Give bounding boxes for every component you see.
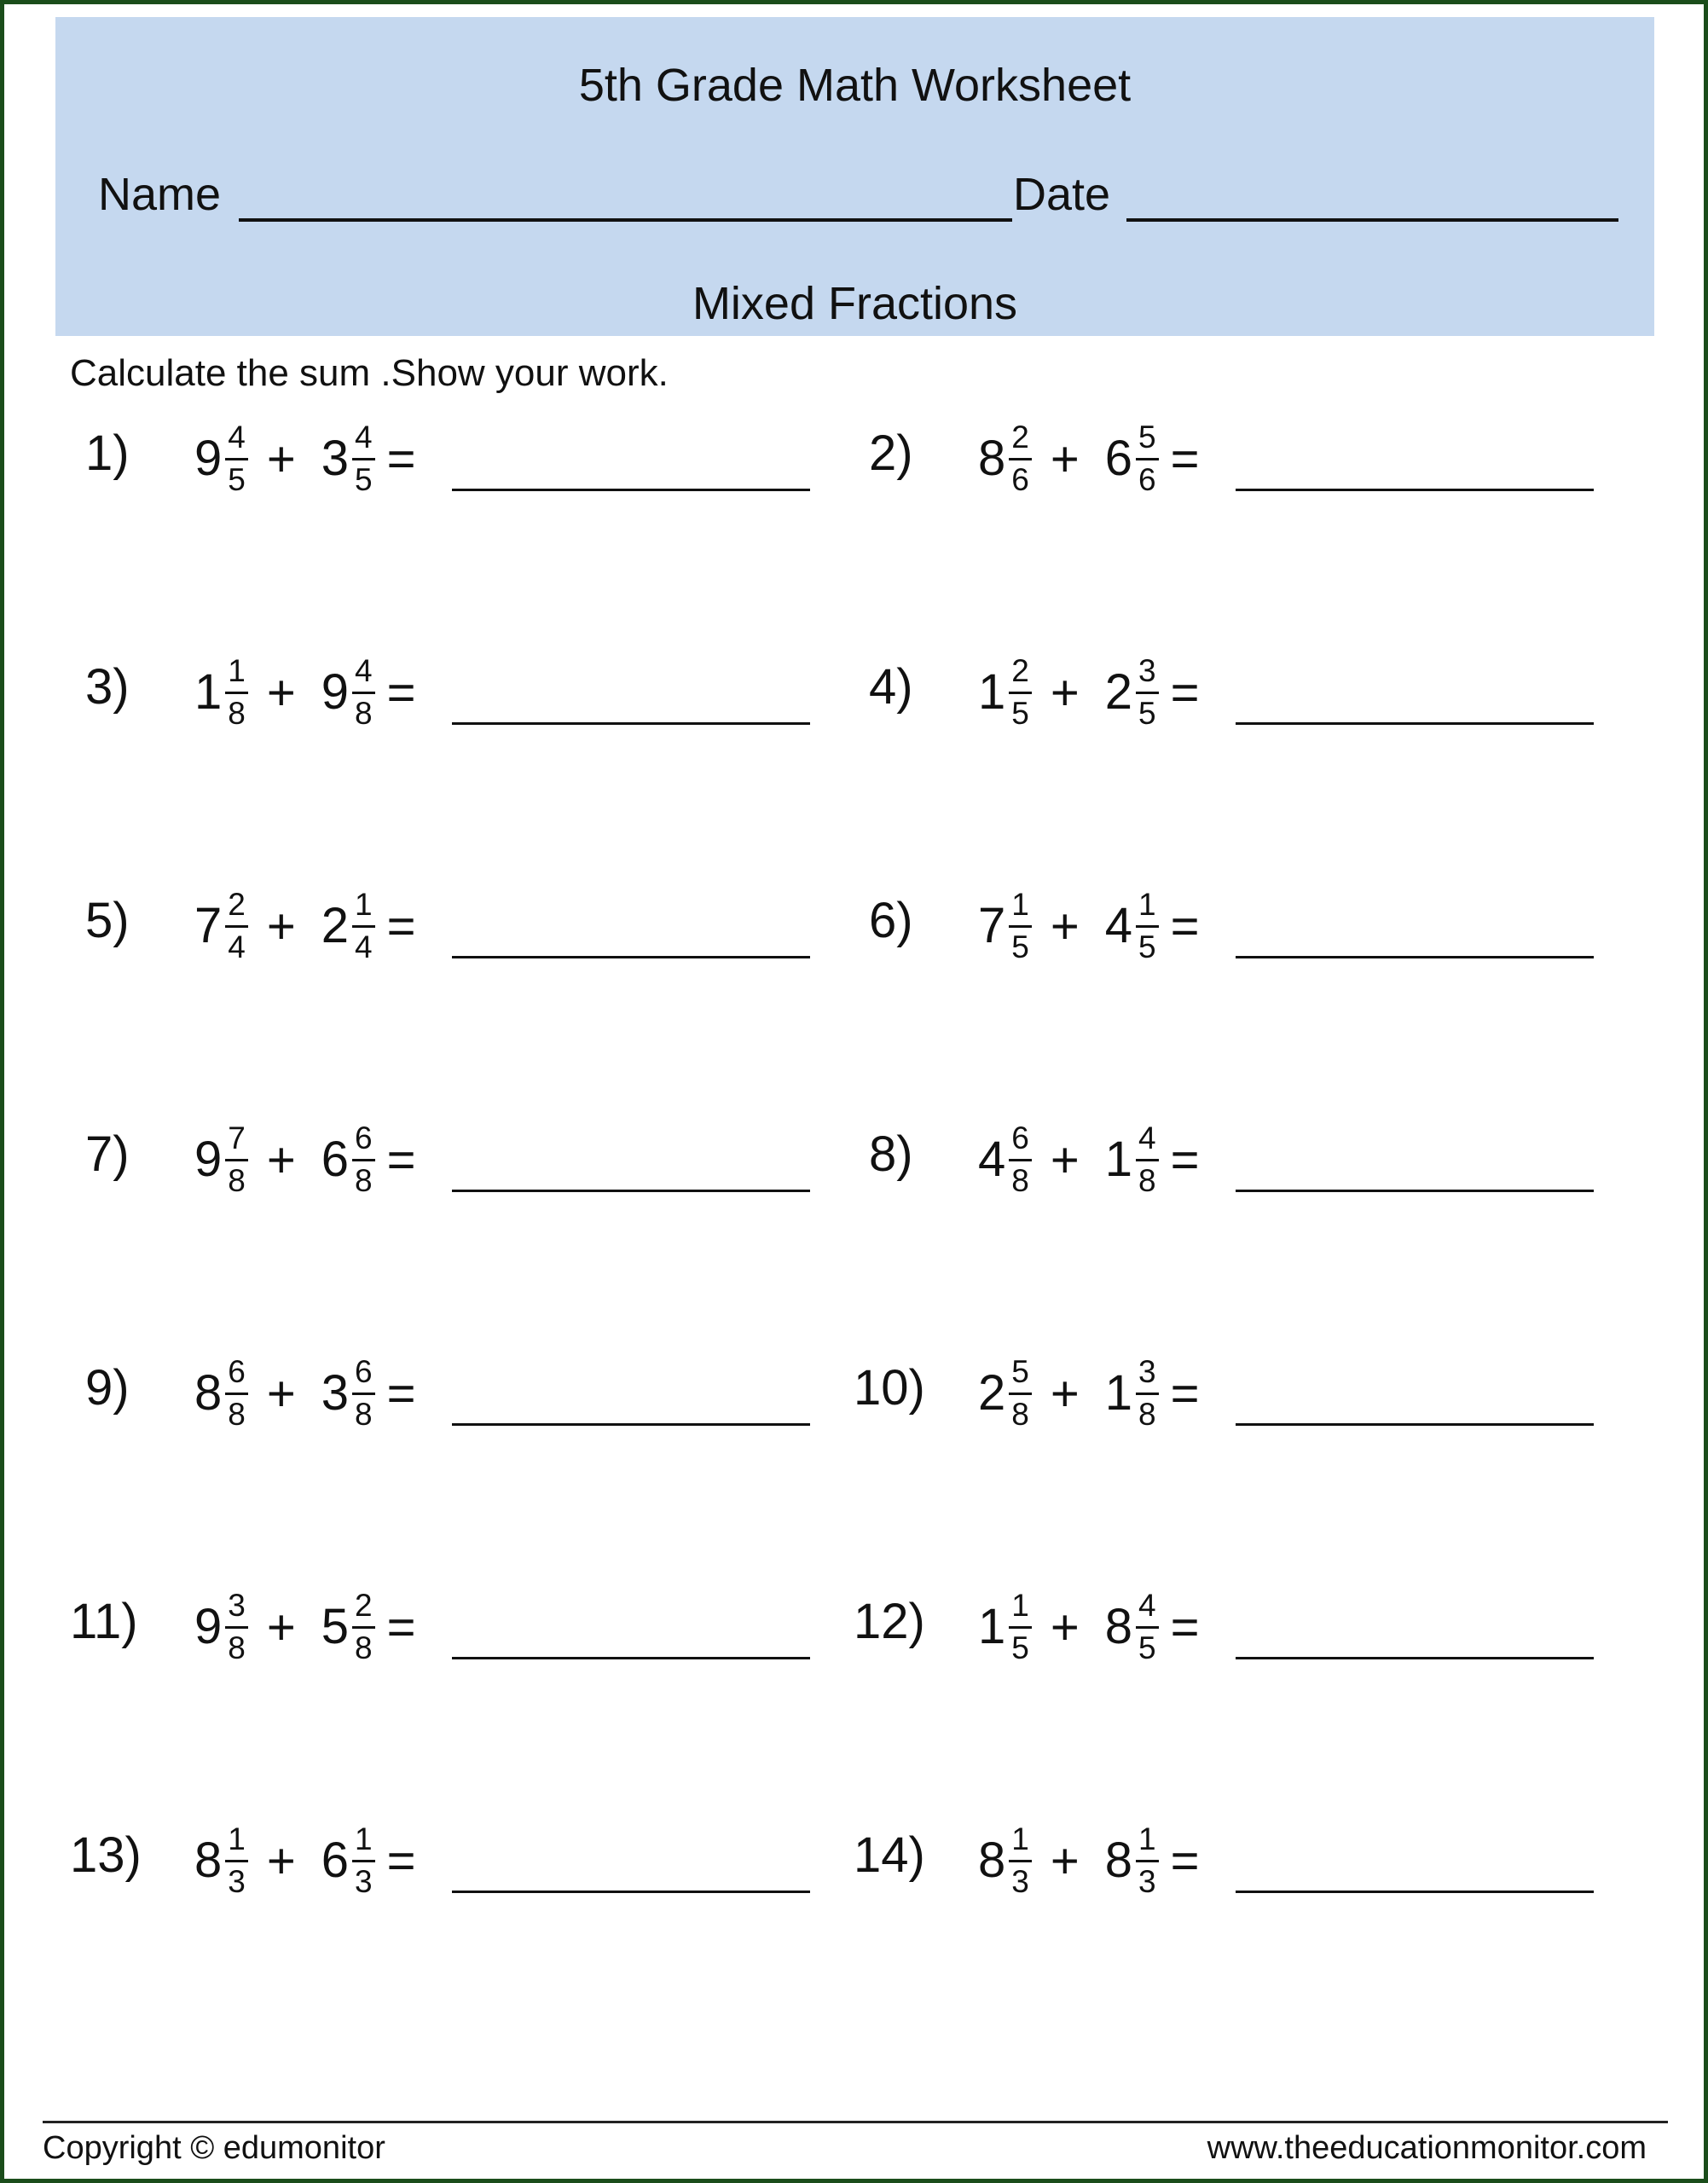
fraction-b (1136, 653, 1159, 732)
copyright-text: Copyright © edumonitor (43, 2130, 385, 2166)
denominator: 5 (354, 462, 373, 497)
fraction-b (352, 653, 375, 732)
equals-sign: = (1170, 1365, 1200, 1422)
numerator: 5 (1009, 1354, 1032, 1395)
numerator: 4 (225, 420, 248, 460)
denominator: 8 (228, 1397, 246, 1432)
fraction-a (225, 887, 248, 965)
numerator: 1 (352, 1821, 375, 1862)
fraction-a (1009, 653, 1032, 732)
plus-sign: + (1050, 664, 1080, 721)
fraction-b (352, 1354, 375, 1433)
fraction-a (1009, 1588, 1032, 1666)
equals-sign: = (1170, 898, 1200, 954)
numerator: 4 (352, 420, 375, 460)
whole-number: 7 (978, 898, 1006, 953)
equals-sign: = (386, 1132, 416, 1188)
denominator: 3 (354, 1864, 373, 1899)
fraction-a (1009, 887, 1032, 965)
whole-number: 1 (978, 1599, 1006, 1654)
fraction-a (225, 1588, 248, 1666)
numerator: 2 (225, 887, 248, 928)
denominator: 8 (1138, 1163, 1156, 1198)
answer-blank[interactable] (1236, 1190, 1594, 1192)
equals-sign: = (1170, 664, 1200, 721)
plus-sign: + (266, 1132, 296, 1188)
numerator: 6 (352, 1120, 375, 1161)
answer-blank[interactable] (1236, 1423, 1594, 1426)
denominator: 4 (228, 929, 246, 964)
plus-sign: + (266, 1599, 296, 1655)
numerator: 6 (1009, 1120, 1032, 1161)
problem-expression (194, 866, 415, 986)
problem-9 (85, 1334, 887, 1453)
problem-number: 4) (869, 659, 913, 715)
whole-number: 6 (321, 1833, 349, 1888)
whole-number: 7 (194, 898, 223, 953)
numerator: 6 (352, 1354, 375, 1395)
fraction-b (1136, 1354, 1159, 1433)
answer-blank[interactable] (452, 1423, 810, 1426)
denominator: 8 (354, 696, 373, 731)
denominator: 5 (1011, 1630, 1029, 1665)
answer-blank[interactable] (1236, 489, 1594, 491)
fraction-a (1009, 1354, 1032, 1433)
denominator: 5 (1138, 929, 1156, 964)
fraction-b (352, 1120, 375, 1199)
fraction-b (352, 887, 375, 965)
whole-number: 1 (1104, 1365, 1132, 1421)
plus-sign: + (1050, 1365, 1080, 1422)
equals-sign: = (386, 664, 416, 721)
problem-number: 9) (85, 1360, 130, 1416)
equals-sign: = (386, 1599, 416, 1655)
denominator: 3 (228, 1864, 246, 1899)
problem-expression (978, 1334, 1199, 1453)
equals-sign: = (1170, 431, 1200, 487)
problem-number: 7) (85, 1126, 130, 1182)
problem-1 (85, 399, 887, 518)
numerator: 3 (225, 1588, 248, 1629)
problem-number: 8) (869, 1126, 913, 1182)
whole-number: 8 (194, 1365, 223, 1421)
problem-expression (978, 1567, 1199, 1687)
denominator: 8 (354, 1630, 373, 1665)
numerator: 4 (352, 653, 375, 694)
whole-number: 6 (1104, 431, 1132, 486)
denominator: 6 (1138, 462, 1156, 497)
plus-sign: + (1050, 1132, 1080, 1188)
worksheet-subtitle: Mixed Fractions (692, 278, 1018, 329)
problem-11 (70, 1567, 871, 1687)
denominator: 8 (1011, 1397, 1029, 1432)
numerator: 1 (1009, 1588, 1032, 1629)
whole-number: 5 (321, 1599, 349, 1654)
numerator: 3 (1136, 1354, 1159, 1395)
plus-sign: + (266, 1833, 296, 1889)
numerator: 2 (1009, 653, 1032, 694)
denominator: 5 (1138, 696, 1156, 731)
denominator: 8 (354, 1397, 373, 1432)
plus-sign: + (1050, 1833, 1080, 1889)
problem-2 (869, 399, 1670, 518)
problem-expression (194, 1801, 415, 1920)
numerator: 5 (1136, 420, 1159, 460)
date-field[interactable] (1126, 218, 1618, 222)
whole-number: 1 (194, 664, 223, 720)
problem-13 (70, 1801, 871, 1920)
problem-expression (978, 1100, 1199, 1219)
fraction-b (1136, 887, 1159, 965)
answer-blank[interactable] (452, 1891, 810, 1893)
whole-number: 4 (978, 1132, 1006, 1187)
fraction-a (225, 653, 248, 732)
whole-number: 9 (194, 431, 223, 486)
answer-blank[interactable] (452, 956, 810, 958)
problem-expression (978, 399, 1199, 518)
plus-sign: + (1050, 1599, 1080, 1655)
problem-8 (869, 1100, 1670, 1219)
denominator: 5 (228, 462, 246, 497)
problem-number: 3) (85, 659, 130, 715)
denominator: 8 (228, 696, 246, 731)
whole-number: 9 (321, 664, 349, 720)
plus-sign: + (266, 898, 296, 954)
fraction-b (1136, 1120, 1159, 1199)
numerator: 1 (1009, 887, 1032, 928)
equals-sign: = (1170, 1833, 1200, 1889)
denominator: 8 (1011, 1163, 1029, 1198)
problem-number: 6) (869, 893, 913, 948)
numerator: 1 (1136, 1821, 1159, 1862)
problem-expression (194, 1100, 415, 1219)
numerator: 1 (1136, 887, 1159, 928)
fraction-a (225, 1120, 248, 1199)
whole-number: 9 (194, 1599, 223, 1654)
problem-number: 11) (70, 1594, 138, 1649)
numerator: 4 (1136, 1120, 1159, 1161)
fraction-b (352, 1588, 375, 1666)
footer-divider (43, 2121, 1668, 2123)
problem-10 (854, 1334, 1655, 1453)
fraction-a (1009, 1120, 1032, 1199)
problem-number: 12) (854, 1594, 925, 1649)
fraction-b (1136, 1588, 1159, 1666)
problem-number: 5) (85, 893, 130, 948)
worksheet-title: 5th Grade Math Worksheet (578, 60, 1132, 111)
fraction-b (1136, 1821, 1159, 1900)
denominator: 3 (1138, 1864, 1156, 1899)
whole-number: 8 (978, 431, 1006, 486)
answer-blank[interactable] (1236, 956, 1594, 958)
problem-number: 1) (85, 426, 130, 481)
fraction-a (225, 1354, 248, 1433)
problem-6 (869, 866, 1670, 986)
whole-number: 9 (194, 1132, 223, 1187)
fraction-b (1136, 420, 1159, 498)
problem-5 (85, 866, 887, 986)
fraction-a (1009, 420, 1032, 498)
denominator: 6 (1011, 462, 1029, 497)
numerator: 6 (225, 1354, 248, 1395)
whole-number: 3 (321, 431, 349, 486)
fraction-a (225, 1821, 248, 1900)
whole-number: 1 (1104, 1132, 1132, 1187)
answer-blank[interactable] (1236, 1891, 1594, 1893)
whole-number: 2 (978, 1365, 1006, 1421)
name-label: Name (98, 169, 222, 220)
whole-number: 1 (978, 664, 1006, 720)
website-url: www.theeducationmonitor.com (1207, 2130, 1647, 2166)
plus-sign: + (1050, 898, 1080, 954)
instructions: Calculate the sum .Show your work. (70, 352, 669, 394)
problem-expression (194, 1567, 415, 1687)
plus-sign: + (266, 664, 296, 721)
denominator: 8 (1138, 1397, 1156, 1432)
denominator: 5 (1011, 696, 1029, 731)
denominator: 8 (228, 1163, 246, 1198)
problem-14 (854, 1801, 1655, 1920)
answer-blank[interactable] (452, 1190, 810, 1192)
problem-4 (869, 633, 1670, 752)
answer-blank[interactable] (452, 722, 810, 725)
numerator: 1 (225, 1821, 248, 1862)
numerator: 7 (225, 1120, 248, 1161)
problem-expression (194, 1334, 415, 1453)
numerator: 3 (1136, 653, 1159, 694)
whole-number: 4 (1104, 898, 1132, 953)
denominator: 3 (1011, 1864, 1029, 1899)
whole-number: 2 (321, 898, 349, 953)
worksheet-header (55, 17, 1654, 336)
fraction-a (225, 420, 248, 498)
denominator: 8 (228, 1630, 246, 1665)
numerator: 1 (1009, 1821, 1032, 1862)
equals-sign: = (1170, 1132, 1200, 1188)
equals-sign: = (1170, 1599, 1200, 1655)
whole-number: 8 (194, 1833, 223, 1888)
fraction-b (352, 1821, 375, 1900)
problem-number: 13) (70, 1827, 142, 1883)
denominator: 5 (1138, 1630, 1156, 1665)
answer-blank[interactable] (1236, 1657, 1594, 1659)
whole-number: 8 (978, 1833, 1006, 1888)
problem-expression (978, 633, 1199, 752)
denominator: 5 (1011, 929, 1029, 964)
answer-blank[interactable] (452, 1657, 810, 1659)
whole-number: 8 (1104, 1599, 1132, 1654)
problem-expression (978, 1801, 1199, 1920)
whole-number: 2 (1104, 664, 1132, 720)
problem-number: 14) (854, 1827, 925, 1883)
denominator: 8 (354, 1163, 373, 1198)
whole-number: 8 (1104, 1833, 1132, 1888)
problem-expression (194, 633, 415, 752)
name-field[interactable] (239, 218, 1012, 222)
plus-sign: + (266, 431, 296, 487)
equals-sign: = (386, 898, 416, 954)
numerator: 4 (1136, 1588, 1159, 1629)
fraction-a (1009, 1821, 1032, 1900)
equals-sign: = (386, 1833, 416, 1889)
denominator: 4 (354, 929, 373, 964)
fraction-b (352, 420, 375, 498)
date-label: Date (1013, 169, 1111, 220)
plus-sign: + (1050, 431, 1080, 487)
answer-blank[interactable] (452, 489, 810, 491)
equals-sign: = (386, 1365, 416, 1422)
problem-7 (85, 1100, 887, 1219)
problem-expression (978, 866, 1199, 986)
problem-expression (194, 399, 415, 518)
numerator: 2 (1009, 420, 1032, 460)
plus-sign: + (266, 1365, 296, 1422)
whole-number: 3 (321, 1365, 349, 1421)
problem-number: 10) (854, 1360, 925, 1416)
answer-blank[interactable] (1236, 722, 1594, 725)
numerator: 2 (352, 1588, 375, 1629)
problem-3 (85, 633, 887, 752)
equals-sign: = (386, 431, 416, 487)
whole-number: 6 (321, 1132, 349, 1187)
numerator: 1 (225, 653, 248, 694)
problem-12 (854, 1567, 1655, 1687)
problem-number: 2) (869, 426, 913, 481)
numerator: 1 (352, 887, 375, 928)
